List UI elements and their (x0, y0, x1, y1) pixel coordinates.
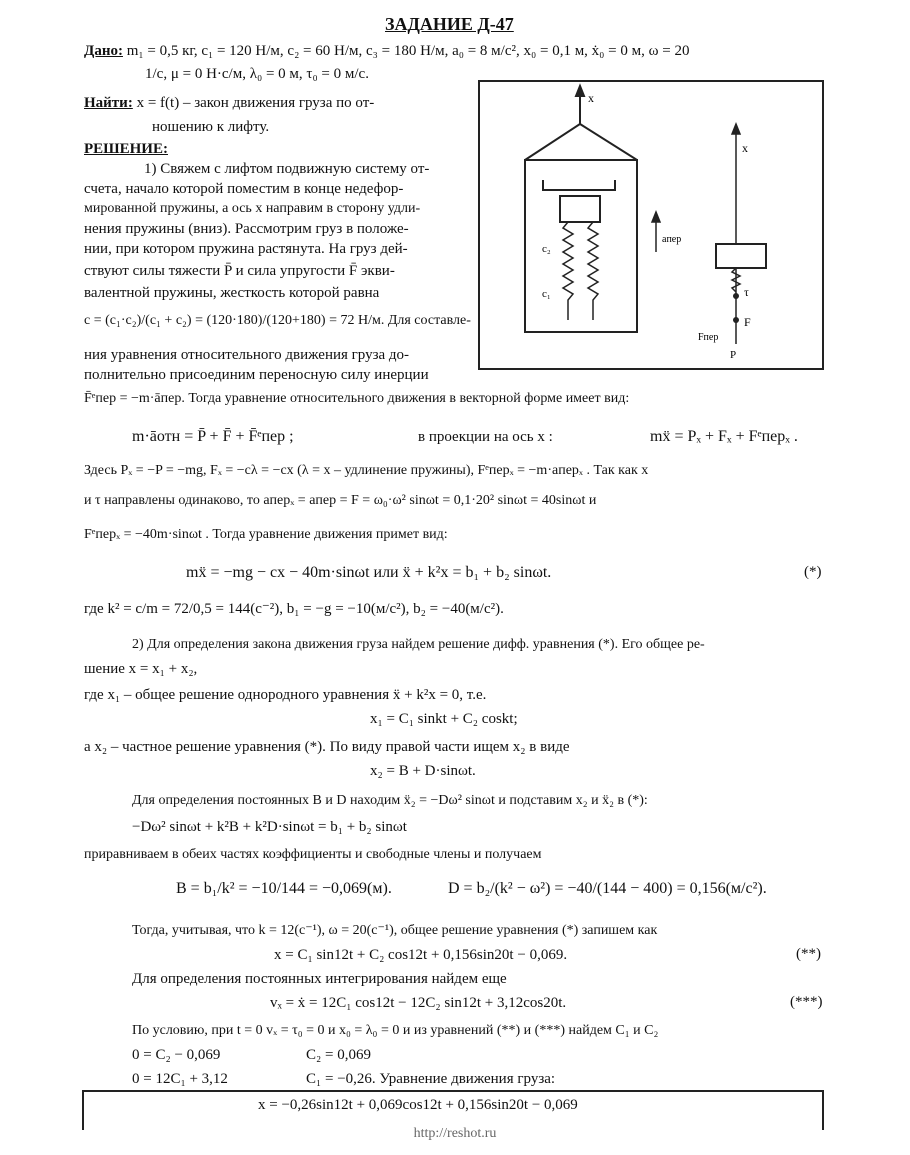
eq-proj: mẍ = Pₓ + Fₓ + Fᵉперₓ . (650, 428, 798, 445)
page-title: ЗАДАНИЕ Д-47 (385, 14, 514, 34)
spring-frame (543, 180, 615, 222)
const-right-2: C₁ = −0,26. Уравнение движения груза: (306, 1071, 556, 1087)
find-text-1: x = f(t) – закон движения груза по от- (136, 95, 375, 111)
final-equation: x = −0,26sin12t + 0,069cos12t + 0,156sin20t − 0,069 (258, 1097, 578, 1113)
p1-line-2: мированной пружины, а ось x направим в сторону удли- (84, 201, 421, 216)
eq-B: B = b₁/k² = −10/144 = −0,069(м). (176, 880, 392, 897)
p1-line-1: счета, начало которой поместим в конце недефор- (84, 181, 404, 197)
p7: приравниваем в обеих частях коэффициенты и свободные члены и получаем (84, 847, 542, 862)
force-dot-2 (733, 317, 739, 323)
eq-x1: x₁ = C₁ sinkt + C₂ coskt; (370, 711, 518, 727)
eq-velocity: vₓ = ẋ = 12C₁ cos12t − 12C₂ sin12t + 3,12cos20t. (270, 995, 567, 1011)
given-values-1: m₁ = 0,5 кг, c₁ = 120 Н/м, c₂ = 60 Н/м, c₃ = 180 Н/м, a₀ = 8 м/с², x₀ = 0,1 м, ẋ₀ = 0 м, ω = 20 (126, 43, 690, 59)
eq-proj-label: в проекции на ось x : (418, 429, 553, 445)
tau-label: τ (744, 285, 749, 299)
eq-motion: mẍ = −mg − cx − 40m·sinωt или ẍ + k²x = b₁ + b₂ sinωt. (186, 564, 552, 581)
eq-sub: −Dω² sinωt + k²B + k²D·sinωt = b₁ + b₂ sinωt (132, 819, 407, 835)
p2-line-1: и τ направлены одинаково, то aперₓ = aпер = F = ω₀·ω² sinωt = 0,1·20² sinωt = 40sinωt и (84, 493, 597, 508)
p1-line-8: ния уравнения относительного движения груза до- (84, 347, 410, 363)
eq-vector: m·āотн = P̄ + F̄ + F̄ᵉпер ; (132, 428, 294, 445)
free-body-axis (732, 124, 740, 344)
spring-c1-label: c₂ (542, 243, 551, 255)
figure-svg (480, 82, 822, 368)
footer-url[interactable]: http://reshot.ru (413, 1126, 497, 1141)
acceleration-label: aпер (662, 234, 682, 245)
p1-line-6: валентной пружины, жесткость которой равна (84, 285, 380, 301)
spring-c1 (563, 222, 573, 320)
axis-x-label: x (742, 141, 748, 155)
p2-line-0: Здесь Pₓ = −P = −mg, Fₓ = −cλ = −cx (λ = x – удлинение пружины), Fᵉперₓ = −m·aперₓ . Так как x (84, 463, 649, 478)
const-left-2: 0 = 12C₁ + 3,12 (132, 1071, 228, 1087)
given-values-2: 1/с, μ = 0 Н·с/м, λ₀ = 0 м, τ₀ = 0 м/с. (145, 66, 369, 82)
force-f-label: F (744, 315, 751, 329)
eq-general: x = C₁ sin12t + C₂ cos12t + 0,156sin20t − 0,069. (274, 947, 568, 963)
given-line-1 (84, 42, 689, 60)
p1-line-9: полнительно присоединим переносную силу инерции (84, 367, 429, 383)
solution-label: РЕШЕНИЕ: (84, 141, 168, 157)
force-fper-label: Fпер (698, 332, 719, 343)
find-label: Найти: (84, 95, 133, 111)
p1-line-3: нения пружины (вниз). Рассмотрим груз в положе- (84, 221, 409, 237)
p2-line-2: Fᵉперₓ = −40m·sinωt . Тогда уравнение движения примет вид: (84, 527, 448, 542)
p1-line-4: нии, при котором пружина растянута. На груз дей- (84, 241, 408, 257)
const-left-1: 0 = C₂ − 0,069 (132, 1047, 221, 1063)
cabin-x-label: x (588, 91, 594, 105)
p3-line-1: шение x = x₁ + x₂, (84, 661, 198, 677)
mechanism-figure (478, 80, 824, 370)
eq-general-number: (**) (796, 946, 821, 962)
const-right-1: C₂ = 0,069 (306, 1047, 371, 1063)
p3-line-0: 2) Для определения закона движения груза найдем решение дифф. уравнения (*). Его общее ре- (132, 637, 705, 652)
spring-c2-label: c₁ (542, 288, 551, 300)
eq-k: где k² = c/m = 72/0,5 = 144(с⁻²), b₁ = −g = −10(м/с²), b₂ = −40(м/с²). (84, 601, 504, 617)
p1-line-5: ствуют силы тяжести P̄ и сила упругости F̄ экви- (84, 263, 395, 279)
p10: По условию, при t = 0 vₓ = τ₀ = 0 и x₀ = λ₀ = 0 и из уравнений (**) и (***) найдем C₁ и C₂ (132, 1023, 659, 1038)
find-line-1 (84, 94, 374, 112)
p1-line-10: F̄ᵉпер = −m·āпер. Тогда уравнение относительного движения в векторной форме имеет вид: (84, 391, 630, 406)
p4: где x₁ – общее решение однородного уравнения ẍ + k²x = 0, т.е. (84, 687, 487, 703)
spring-c2 (588, 222, 598, 320)
force-dot-1 (733, 293, 739, 299)
p1-line-0: 1) Свяжем с лифтом подвижную систему от- (144, 161, 430, 177)
find-text-2: ношению к лифту. (152, 119, 270, 135)
p9: Для определения постоянных интегрирования найдем еще (132, 971, 507, 987)
eq-motion-number: (*) (804, 564, 822, 580)
eq-D: D = b₂/(k² − ω²) = −40/(144 − 400) = 0,156(м/с²). (448, 880, 767, 897)
p1-line-7: c = (c₁·c₂)/(c₁ + c₂) = (120·180)/(120+180) = 72 Н/м. Для составле- (84, 313, 471, 328)
eq-x2: x₂ = B + D·sinωt. (370, 763, 476, 779)
p8: Тогда, учитывая, что k = 12(с⁻¹), ω = 20(с⁻¹), общее решение уравнения (*) запишем как (132, 923, 658, 938)
load-block (716, 244, 766, 268)
acceleration-arrow (652, 212, 660, 252)
p6: Для определения постоянных B и D находим ẍ₂ = −Dω² sinωt и подставим x₂ и ẍ₂ в (*): (132, 793, 648, 808)
given-label: Дано: (84, 43, 123, 59)
force-p-label: P (730, 349, 737, 361)
p5: а x₂ – частное решение уравнения (*). По виду правой части ищем x₂ в виде (84, 739, 570, 755)
eq-velocity-number: (***) (790, 994, 823, 1010)
